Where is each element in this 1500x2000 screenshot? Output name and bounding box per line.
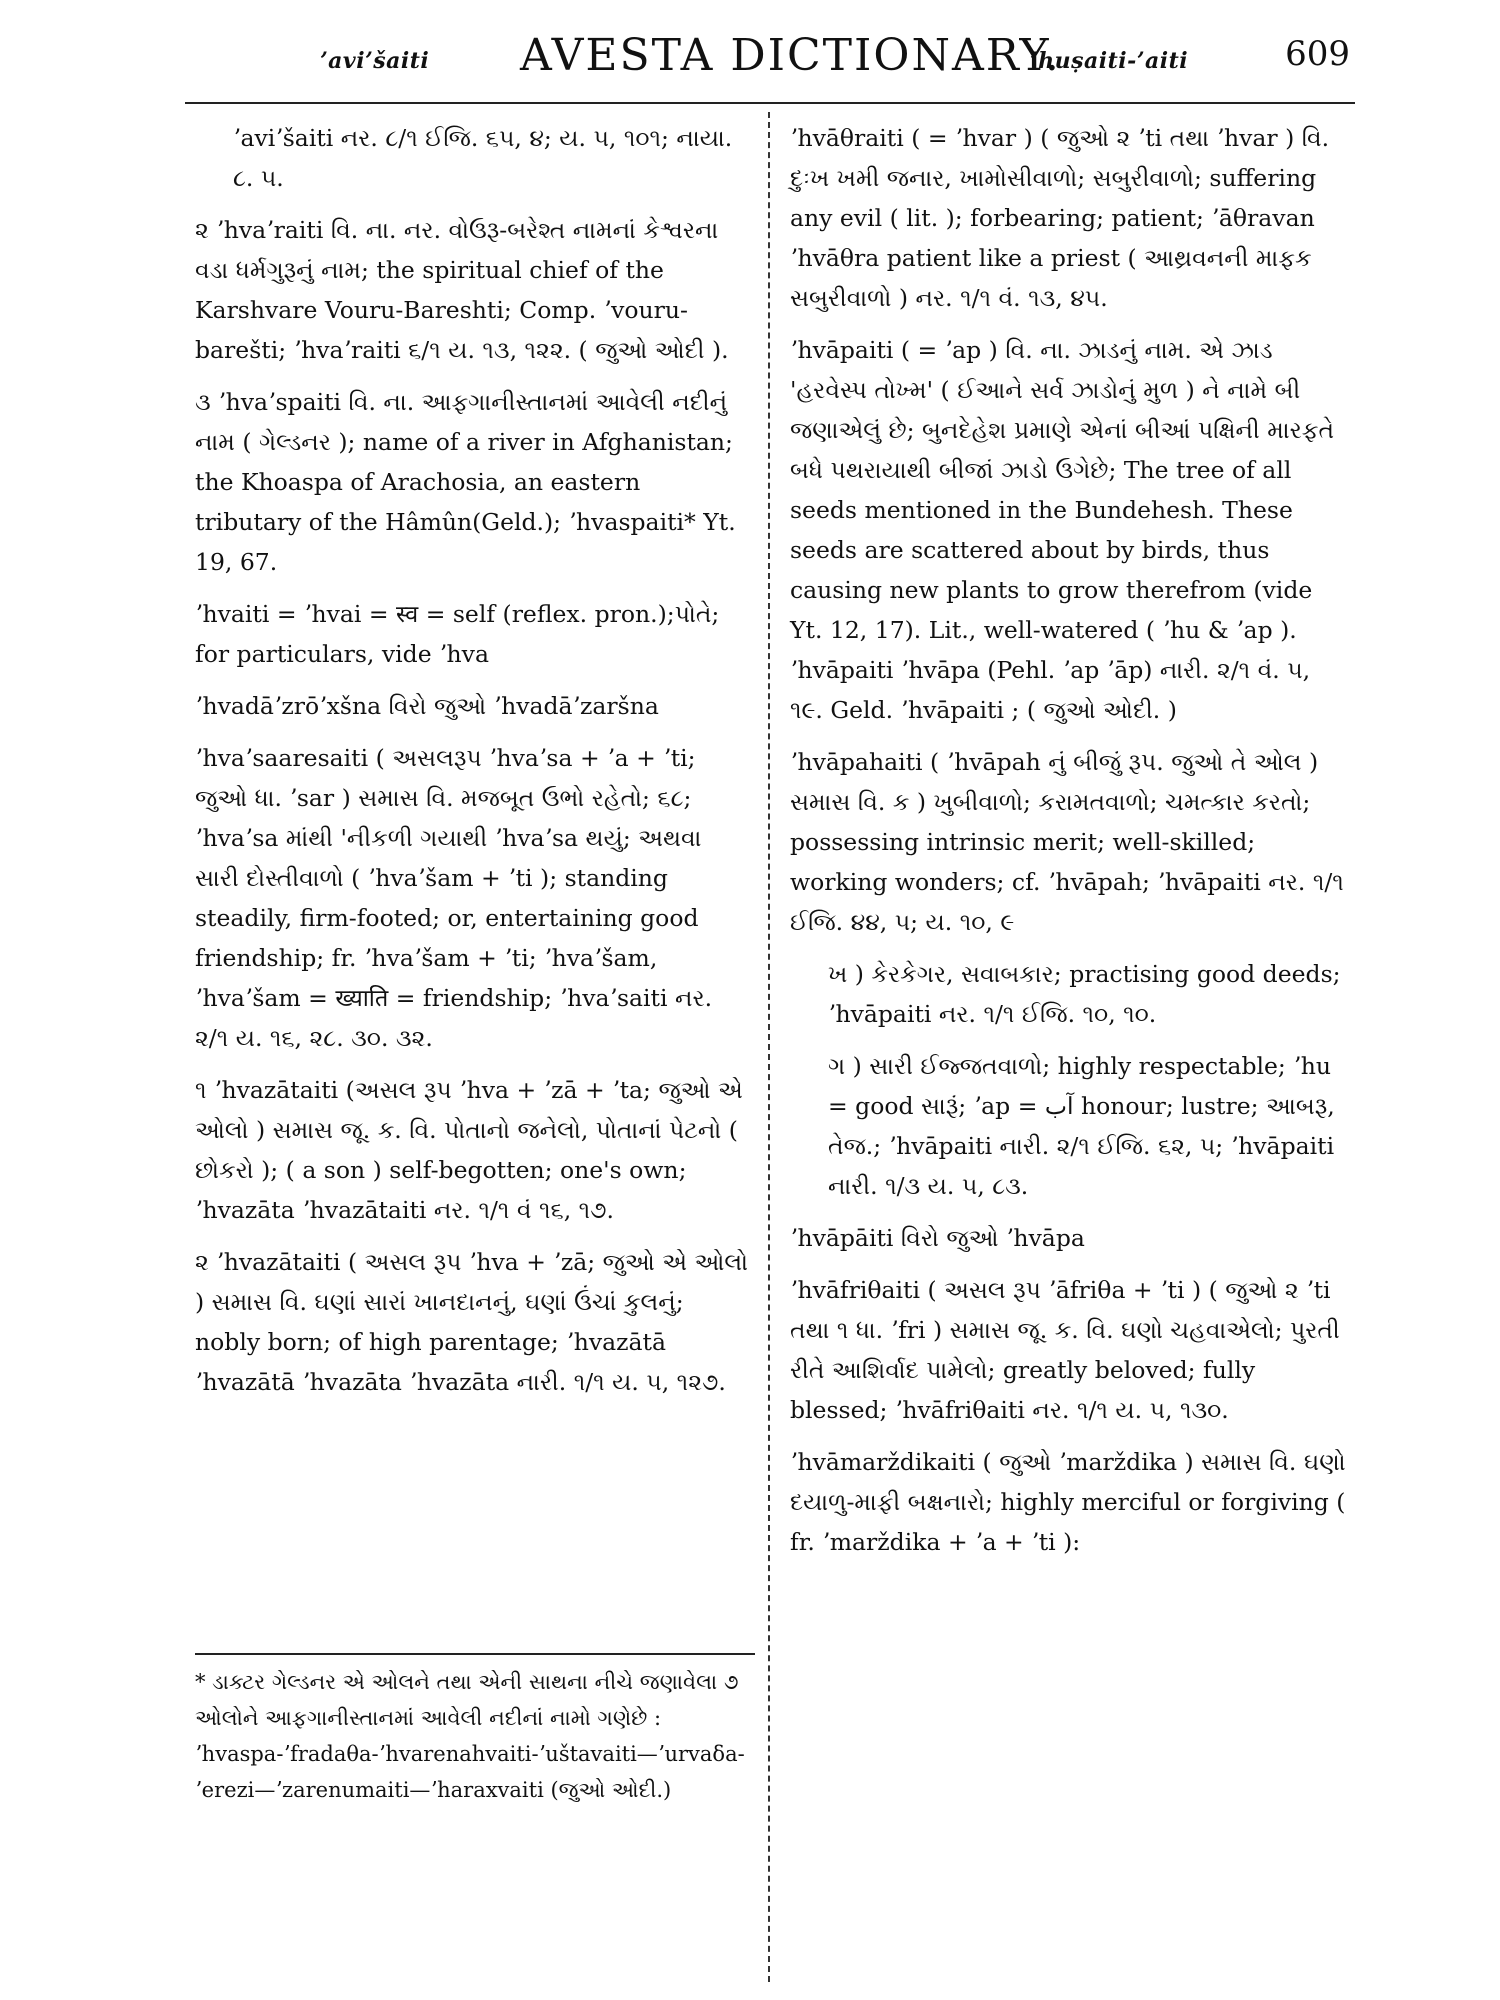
dictionary-entry: ʼhvāpaiti ( = ʼap ) વિ. ના. ઝાડનું નામ. એ ઝાડ 'હરવેસ્પ તોખ્મ' ( ઈઆને સર્વ ઝાડોનું મુળ ) ને નામે બી જણાએલું છે; બુનદેહેશ પ્રમાણે એનાં બીઆં પક્ષિની મારફતે બધે પથરાયાથી બીજાં ઝાડો ઉગેછે; The tree of all seeds mentioned in the Bundehesh. These seeds are scattered about by birds, thus causing new plants to grow therefrom (vide Yt. 12, 17). Lit., well-watered ( ʼhu & ʼap ). ʼhvāpaiti ʼhvāpa (Pehl. ʼap ʼāp) નારી. ૨/૧ વં. ૫, ૧૯. Geld. ʼhvāpaiti ; ( જુઓ ઓદી. ) xyxy=(790,336,1335,724)
running-head-right: ʼhuṣaiti-ʼaiti xyxy=(1030,48,1189,74)
running-head-left: ʼaviʼšaiti xyxy=(320,48,430,74)
dictionary-entry: ʼhvaʼsaaresaiti ( અસલરૂપ ʼhvaʼsa + ʼa + ʼti; જુઓ ધા. ʼsar ) સમાસ વિ. મજબૂત ઉભો રહેતો; ૬૮; ʼhvaʼsa માંથી 'નીકળી ગયાથી ʼhvaʼsa થયું; અથવા સારી દોસ્તીવાળો ( ʼhvaʼšam + ʼti ); standing steadily, firm-footed; or, entertaining good friendship; fr. ʼhvaʼšam + ʼti; ʼhvaʼšam, ʼhvaʼšam = ख्याति = friendship; ʼhvaʼsaiti નર. ૨/૧ ય. ૧૬, ૨૮. ૩૦. ૩૨. xyxy=(195,744,713,1052)
page-title: AVESTA DICTIONARY. xyxy=(520,30,1061,81)
dictionary-entry: ૧ ʼhvazātaiti (અસલ રૂપ ʼhva + ʼzā + ʼta; જુઓ એ ઓલો ) સમાસ જૂ. ક. વિ. પોતાનો જનેલો, પોતાનાં પેટનો ( છોકરો ); ( a son ) self-begotten; one's own; ʼhvazāta ʼhvazātaiti નર. ૧/૧ વં ૧૬, ૧૭. xyxy=(195,1076,743,1224)
footnote-rule xyxy=(195,1653,755,1655)
dictionary-entry: ૩ ʼhvaʼspaiti વિ. ના. આફગાનીસ્તાનમાં આવેલી નદીનું નામ ( ગેલ્ડનર ); name of a river in Afghanistan; the Khoaspa of Arachosia, an eastern tributary of the Hâmûn(Geld.); ʼhvaspaiti* Yt. 19, 67. xyxy=(195,388,736,576)
header-rule xyxy=(185,102,1355,104)
dictionary-entry: ʼhvāmarždikaiti ( જુઓ ʼmarždika ) સમાસ વિ. ઘણો દયાળુ-માફી બક્ષનારો; highly merciful or forgiving ( fr. ʼmarždika + ʼa + ʼti ): xyxy=(790,1448,1346,1556)
dictionary-entry: ʼhvāpāiti વિરો જુઓ ʼhvāpa xyxy=(790,1224,1085,1252)
dictionary-entry: ʼhvaiti = ʼhvai = स्व = self (reflex. pron.);પોતે; for particulars, vide ʼhva xyxy=(195,600,720,668)
right-column xyxy=(790,118,1350,1574)
dictionary-entry: ૨ ʼhvaʼraiti વિ. ના. નર. વોઉરૂ-બરેશ્ત નામનાં કેશ્વરના વડા ધર્મગુરૂનું નામ; the spiritual chief of the Karshvare Vouru-Bareshti; Comp. ʼvouru-barešti; ʼhvaʼraiti ૬/૧ ય. ૧૩, ૧૨૨. ( જુઓ ઓદી ). xyxy=(195,216,729,364)
page-header xyxy=(180,30,1350,90)
dictionary-entry: ʼhvāfriθaiti ( અસલ રૂપ ʼāfriθa + ʼti ) ( જુઓ ૨ ʼti તથા ૧ ધા. ʼfri ) સમાસ જૂ. ક. વિ. ઘણો ચહવાએલો; પુરતી રીતે આશિર્વાદ પામેલો; greatly beloved; fully blessed; ʼhvāfriθaiti નર. ૧/૧ ય. ૫, ૧૩૦. xyxy=(790,1276,1340,1424)
dictionary-entry: ʼhvāpahaiti ( ʼhvāpah નું બીજું રૂપ. જુઓ તે ઓલ ) સમાસ વિ. ક ) ખુબીવાળો; કરામતવાળો; ચમત્કાર કરતો; possessing intrinsic merit; well-skilled; working wonders; cf. ʼhvāpah; ʼhvāpaiti નર. ૧/૧ ઈજિ. ૪૪, ૫; ય. ૧૦, ૯ xyxy=(790,748,1344,936)
dictionary-entry: ʼhvāθraiti ( = ʼhvar ) ( જુઓ ૨ ʼti તથા ʼhvar ) વિ. દુઃખ ખમી જનાર, ખામોસીવાળો; સબુરીવાળો; suffering any evil ( lit. ); forbearing; patient; ʼāθravan ʼhvāθra patient like a priest ( આથ્રવનની માફક સબુરીવાળો ) નર. ૧/૧ વં. ૧૩, ૪૫. xyxy=(790,124,1330,312)
column-divider xyxy=(768,112,770,1982)
left-column xyxy=(195,118,750,1414)
dictionary-entry: ગ ) સારી ઈજ્જતવાળો; highly respectable; ʼhu = good સારૂં; ʼap = آب honour; lustre; આબરૂ, તેજ.; ʼhvāpaiti નારી. ૨/૧ ઈજિ. ૬૨, ૫; ʼhvāpaiti નારી. ૧/૩ ય. ૫, ૮૩. xyxy=(828,1052,1335,1200)
dictionary-entry: ૨ ʼhvazātaiti ( અસલ રૂપ ʼhva + ʼzā; જુઓ એ ઓલો ) સમાસ વિ. ઘણાં સારાં ખાનદાનનું, ઘણાં ઉંચાં કુલનું; nobly born; of high parentage; ʼhvazātā ʼhvazātā ʼhvazāta ʼhvazāta નારી. ૧/૧ ય. ૫, ૧૨૭. xyxy=(195,1248,749,1396)
footnote: * ડાક્ટર ગેલ્ડનર એ ઓલને તથા એની સાથના નીચે જણાવેલા ૭ ઓલોને આફગાનીસ્તાનમાં આવેલી નદીનાં નામો ગણેછે : ʼhvaspa-ʼfradaθa-ʼhvarenahvaiti-ʼuštavaiti—ʼurvaδa-ʼerezi—ʼzarenumaiti—ʼharaxvaiti (જુઓ ઓદી.) xyxy=(195,1670,745,1802)
dictionary-entry: ખ ) કેરકેગર, સવાબકાર; practising good deeds; ʼhvāpaiti નર. ૧/૧ ઈજિ. ૧૦, ૧૦. xyxy=(828,960,1341,1028)
dictionary-entry: ʼhvadāʼzrōʼxšna વિરો જુઓ ʼhvadāʼzaršna xyxy=(195,692,659,720)
dictionary-entry: ʼaviʼšaiti નર. ૮/૧ ઈજિ. ૬૫, ૪; ય. ૫, ૧૦૧; નાયા. ૮. ૫. xyxy=(233,124,733,192)
page-number: 609 xyxy=(1285,34,1350,74)
